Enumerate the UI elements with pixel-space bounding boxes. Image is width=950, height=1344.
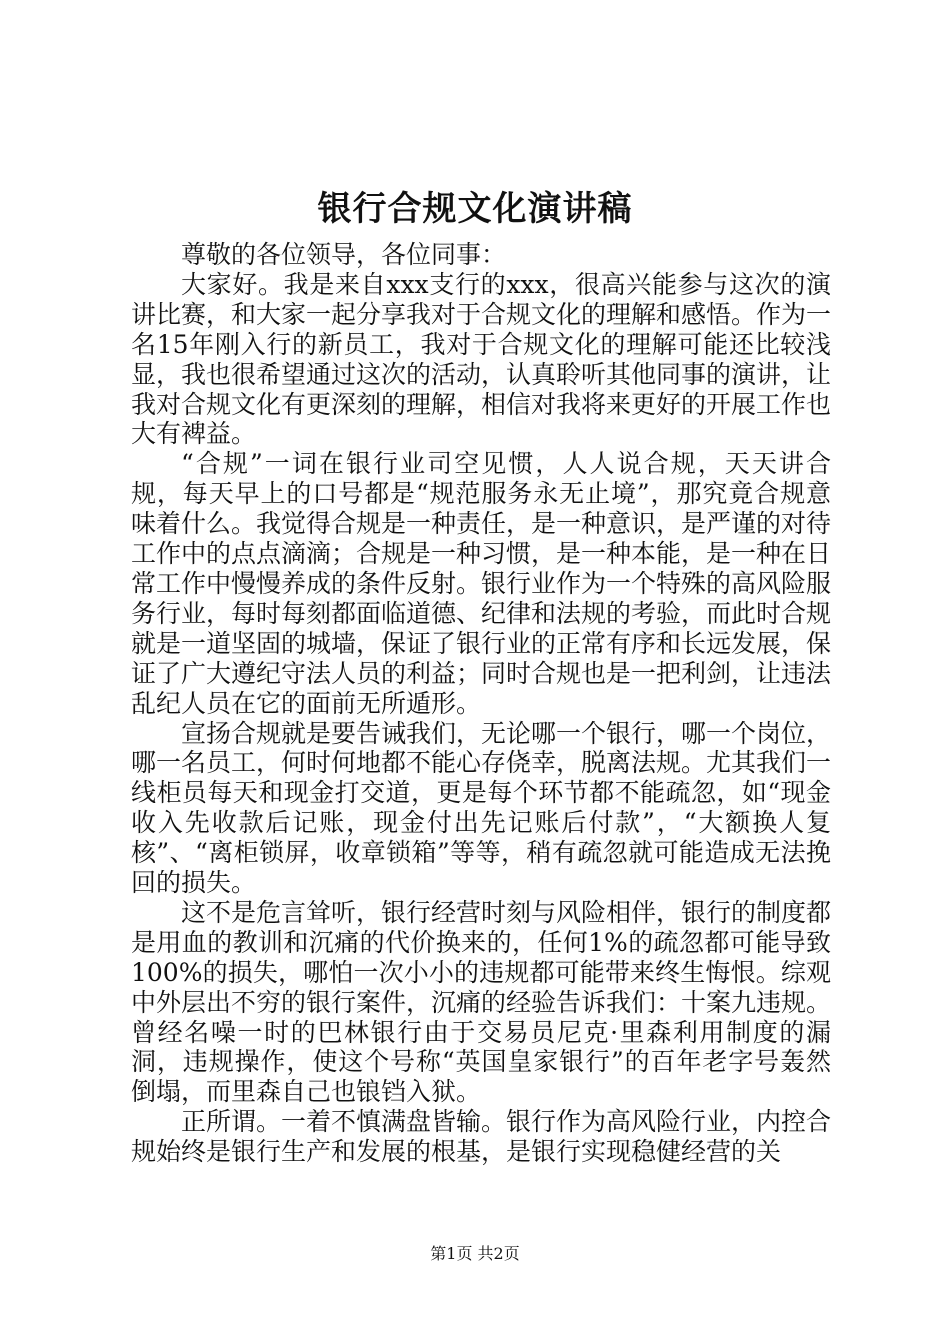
- compliance-meaning-paragraph: “合规”一词在银行业司空见惯，人人说合规，天天讲合规，每天早上的口号都是“规范服务永无止境”，那究竟合规意味着什么。我觉得合规是一种责任，是一种意识，是严谨的对待工作中的点点滴滴；合规是一种习惯，是一种本能，是一种在日常工作中慢慢养成的条件反射。银行业作为一个特殊的高风险服务行业，每时每刻都面临道德、纪律和法规的考验，而此时合规就是一道坚固的城墙，保证了银行业的正常有序和长远发展，保证了广大遵纪守法人员的利益；同时合规也是一把利剑，让违法乱纪人员在它的面前无所遁形。: [131, 449, 832, 718]
- intro-paragraph: 大家好。我是来自xxx支行的xxx，很高兴能参与这次的演讲比赛，和大家一起分享我对于合规文化的理解和感悟。作为一名15年刚入行的新员工，我对于合规文化的理解可能还比较浅显，我也很希望通过这次的活动，认真聆听其他同事的演讲，让我对合规文化有更深刻的理解，相信对我将来更好的开展工作也大有裨益。: [131, 269, 832, 449]
- document-body: [131, 240, 831, 1167]
- salutation-paragraph: 尊敬的各位领导，各位同事：: [181, 240, 507, 269]
- risk-case-paragraph: 这不是危言耸听，银行经营时刻与风险相伴，银行的制度都是用血的教训和沉痛的代价换来的，任何1%的疏忽都可能导致100%的损失，哪怕一次小小的违规都可能带来终生悔恨。综观中外层出不穷的银行案件，沉痛的经验告诉我们：十案九违规。曾经名噪一时的巴林银行由于交易员尼克·里森利用制度的漏洞，违规操作，使这个号称“英国皇家银行”的百年老字号轰然倒塌，而里森自己也锒铛入狱。: [131, 897, 832, 1107]
- compliance-warning-paragraph: 宣扬合规就是要告诫我们，无论哪一个银行，哪一个岗位，哪一名员工，何时何地都不能心存侥幸，脱离法规。尤其我们一线柜员每天和现金打交道，更是每个环节都不能疏忽，如“现金收入先收款后记账，现金付出先记账后付款”，“大额换人复核”、“离柜锁屏，收章锁箱”等等，稍有疏忽就可能造成无法挽回的损失。: [131, 718, 832, 898]
- document-title: 银行合规文化演讲稿: [317, 189, 633, 229]
- conclusion-paragraph: 正所谓。一着不慎满盘皆输。银行作为高风险行业，内控合规始终是银行生产和发展的根基，是银行实现稳健经营的关: [131, 1107, 832, 1167]
- page-number-footer: 第1页 共2页: [430, 1244, 520, 1263]
